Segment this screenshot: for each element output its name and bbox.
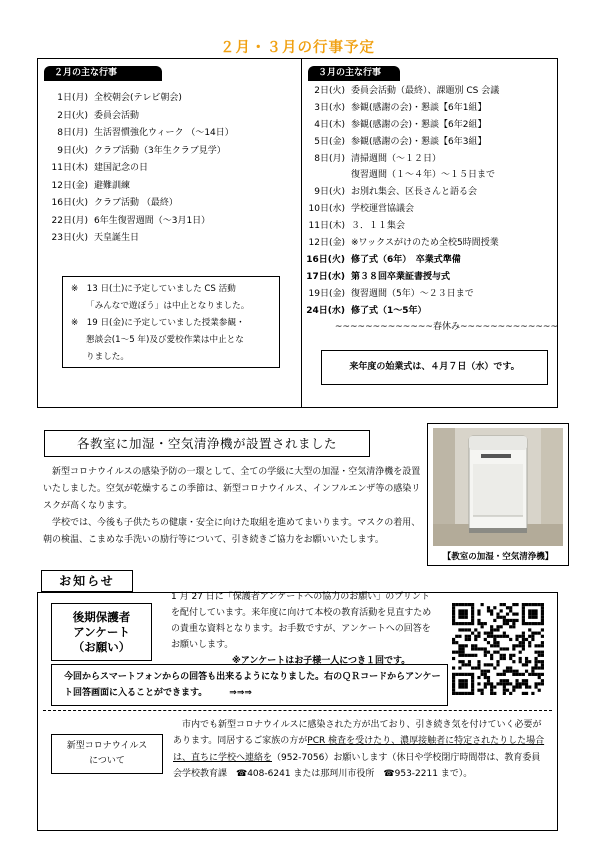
event-row xyxy=(40,108,295,126)
purifier-photo xyxy=(433,428,563,546)
event-text: クラブ活動 （最終） xyxy=(94,198,178,208)
event-row xyxy=(40,178,295,196)
photo-caption: 【教室の加湿・空気清浄機】 xyxy=(442,552,554,562)
corona-label-line: 新型コロナウイルス xyxy=(66,741,148,751)
event-date: 12日(金) xyxy=(51,180,88,191)
event-text: 天皇誕生日 xyxy=(94,233,140,243)
event-row xyxy=(303,134,558,151)
air-paragraph: 新型コロナウイルスの感染予防の一環として、全ての学級に大型の加湿・空気清浄機を設置いたしました。空気が乾燥するこの季節は、新型コロナウイルス、インフルエンザ等の感染リスクが高くなります。 xyxy=(43,467,421,511)
note-line: 懇談会(1～5 年)及び愛校作業は中止とな xyxy=(86,335,244,345)
event-date xyxy=(303,319,335,336)
event-row xyxy=(303,167,558,184)
event-text: 参観(感謝の会)・懇談【6年2組】 xyxy=(351,119,487,130)
survey-text: 1 月 27 日に「保護者アンケートへの協力のお願い」のプリントを配付しています。来年度に向けて本校の教育活動を見直すための貴重な資料となります。お手数ですが、アンケートへの回答をお願いします。 xyxy=(171,592,432,650)
event-date xyxy=(303,167,351,184)
event-text: 参観(感謝の会)・懇談【6年1組】 xyxy=(351,102,487,113)
feb-event-list xyxy=(40,90,295,248)
event-row xyxy=(303,286,558,303)
event-text: ３．１１集会 xyxy=(351,221,406,232)
event-row xyxy=(303,184,558,201)
next-year-opening: 来年度の始業式は、４月７日（水）です。 xyxy=(321,350,548,385)
note-line: ※ 19 日(金)に予定していました授業参観・ xyxy=(71,318,245,328)
event-text: 委員会活動（最終）、課題別 CS 会議 xyxy=(351,86,500,96)
event-row xyxy=(303,151,558,168)
event-date: 19日(金) xyxy=(308,288,345,299)
event-text: ~~~~~~~~~~~~~春休み~~~~~~~~~~~~~ xyxy=(334,322,558,333)
corona-text-part: お願いします（休日や学校閉庁時間帯は、教育委員会学校教育課 ☎408-6241 または那珂川市役所 ☎953-2211 まで）。 xyxy=(173,752,541,779)
school-phone: （952-7056） xyxy=(272,752,334,763)
event-date: 23日(火) xyxy=(51,233,88,243)
event-date: 12日(金) xyxy=(308,238,345,249)
event-row xyxy=(303,117,558,134)
event-date: 16日(火) xyxy=(306,254,345,265)
mar-heading: ３月の主な行事 xyxy=(308,66,400,81)
schedule-divider xyxy=(301,58,302,408)
corona-text-underlined: PCR 検査を受けたり、濃厚接触者に特定されたりした場合は、直ちに学校へ連絡を xyxy=(173,736,545,763)
event-date: 2日(火) xyxy=(57,110,88,121)
event-row xyxy=(40,213,295,231)
event-row xyxy=(40,90,295,108)
event-row xyxy=(303,319,558,336)
smartphone-note: 今回からスマートフォンからの回答も出来るようになりました。右のＱＲコードからアンケート回答画面に入ることができます。 xyxy=(64,672,441,698)
event-date: 1日(月) xyxy=(57,93,88,103)
event-text: 6年生復習週間（～3月1日） xyxy=(94,215,211,226)
event-date: 9日(火) xyxy=(57,145,88,156)
arrow-glyphs: ⇒⇒⇒ xyxy=(229,688,252,698)
event-date: 17日(水) xyxy=(306,271,345,282)
event-date: 11日(木) xyxy=(308,221,345,232)
event-text: 清掃週間（～１２日） xyxy=(351,153,442,164)
event-date: 2日(火) xyxy=(314,86,345,96)
event-date: 10日(水) xyxy=(308,204,345,215)
air-purifier-title: 各教室に加湿・空気清浄機が設置されました xyxy=(44,430,370,457)
corona-text-part: 市内でも新型コロナウイルスに感染された方が出ており、引き続き気を付けていく必要があります。同居するご家族の方が xyxy=(173,720,542,747)
survey-label-line: アンケート xyxy=(73,625,130,639)
notice-tab: お知らせ xyxy=(41,570,133,592)
feb-heading: ２月の主な行事 xyxy=(44,66,162,81)
corona-label xyxy=(51,734,163,774)
event-date: 9日(火) xyxy=(314,187,345,198)
event-text: 学校運営協議会 xyxy=(351,204,415,215)
page-title: ２月・３月の行事予定 xyxy=(220,40,375,56)
smartphone-note-box xyxy=(51,664,448,706)
event-date: 4日(木) xyxy=(314,119,345,130)
event-text: 修了式（1～5年） xyxy=(351,305,427,316)
event-date: 8日(月) xyxy=(57,128,88,138)
event-text: ※ワックスがけのため全校5時間授業 xyxy=(351,238,499,249)
survey-note: ※アンケートはお子様一人につき１回です。 xyxy=(232,656,411,666)
event-date: 24日(水) xyxy=(306,305,345,316)
feb-cancel-note xyxy=(62,276,280,368)
corona-text xyxy=(173,717,549,782)
event-text: 避難訓練 xyxy=(94,180,131,191)
event-row xyxy=(303,252,558,269)
event-text: 全校朝会(テレビ朝会) xyxy=(94,93,182,103)
purifier-photo-frame xyxy=(427,423,569,566)
event-text: 復習週間（１～４年）～１５日まで xyxy=(351,170,496,181)
survey-label xyxy=(51,603,152,661)
event-text: 委員会活動 xyxy=(94,110,140,121)
event-row xyxy=(303,83,558,100)
event-date: 22日(月) xyxy=(51,215,88,226)
note-line: りました。 xyxy=(86,352,129,362)
air-paragraph: 学校では、今後も子供たちの健康・安全に向けた取組を進めてまいります。マスクの着用、朝の検温、こまめな手洗いの励行等について、引き続きご協力をお願いいたします。 xyxy=(43,518,421,545)
event-date: 3日(水) xyxy=(314,102,345,113)
air-purifier-icon xyxy=(433,428,563,546)
event-date: 16日(火) xyxy=(51,198,88,208)
event-text: クラブ活動（3年生クラブ見学） xyxy=(94,145,226,156)
event-date: 5日(金) xyxy=(314,136,345,147)
mar-event-list xyxy=(303,83,558,336)
event-row xyxy=(40,143,295,161)
qr-code-icon[interactable] xyxy=(452,603,544,695)
note-line: ※ 13 日(土)に予定していました CS 活動 xyxy=(71,284,236,294)
event-row xyxy=(303,235,558,252)
event-row xyxy=(40,160,295,178)
event-text: お別れ集会、区長さんと語る会 xyxy=(351,187,478,198)
event-text: 修了式（6年） 卒業式準備 xyxy=(351,254,461,265)
event-text: 第３８回卒業証書授与式 xyxy=(351,271,451,282)
survey-label-line: （お願い） xyxy=(72,640,131,654)
event-row xyxy=(40,125,295,143)
event-row xyxy=(303,303,558,320)
event-row xyxy=(303,269,558,286)
event-row xyxy=(40,230,295,248)
air-purifier-text xyxy=(43,464,423,549)
event-row xyxy=(40,195,295,213)
event-date: 11日(木) xyxy=(51,163,88,173)
event-text: 参観(感謝の会)・懇談【6年3組】 xyxy=(351,136,487,147)
corona-label-line: について xyxy=(89,756,125,766)
survey-label-line: 後期保護者 xyxy=(72,610,131,624)
event-row xyxy=(303,218,558,235)
event-text: 復習週間（5年）～２３日まで xyxy=(351,288,474,299)
event-date: 8日(月) xyxy=(314,153,345,164)
note-line: 「みんなで遊ぼう」は中止となりました。 xyxy=(86,301,250,311)
event-row xyxy=(303,100,558,117)
dashed-separator xyxy=(43,710,552,711)
event-row xyxy=(303,201,558,218)
event-text: 建国記念の日 xyxy=(94,163,149,173)
event-text: 生活習慣強化ウィーク （～14日） xyxy=(94,128,234,138)
